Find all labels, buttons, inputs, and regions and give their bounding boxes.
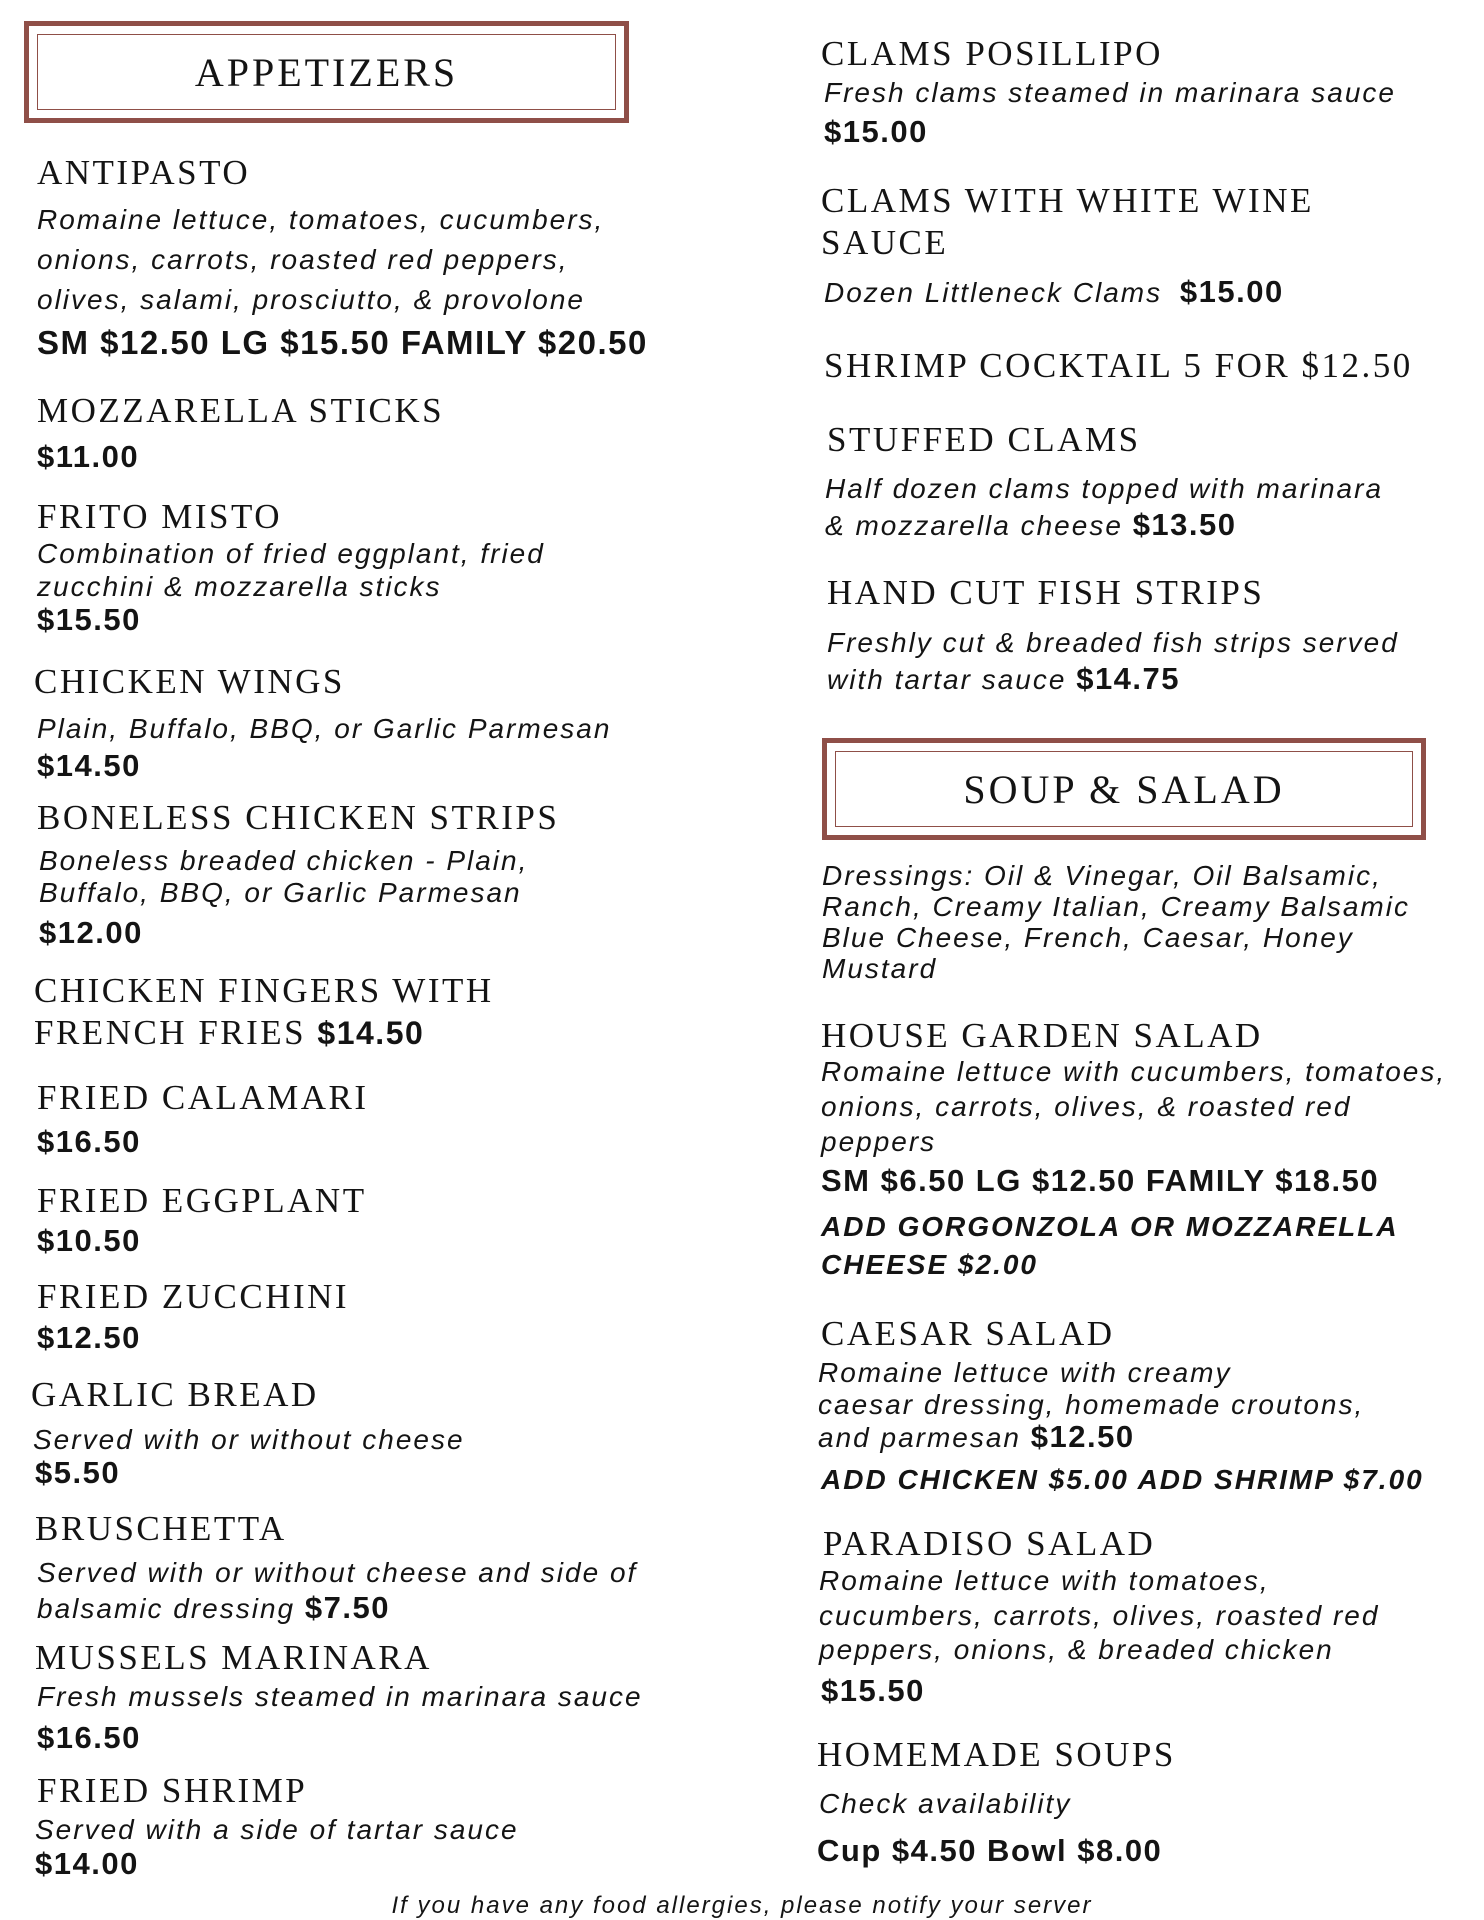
bruschetta-desc-2-text: balsamic dressing (37, 1593, 296, 1624)
paradiso-name: PARADISO SALAD (823, 1524, 1156, 1563)
antipasto-desc-1: Romaine lettuce, tomatoes, cucumbers, (37, 204, 605, 235)
soups-price: Cup $4.50 Bowl $8.00 (817, 1833, 1163, 1868)
fried-shrimp-price: $14.00 (35, 1846, 139, 1881)
stuffed-clams-price: $13.50 (1132, 507, 1237, 542)
stuffed-clams-desc-2-text: & mozzarella cheese (825, 510, 1123, 541)
house-garden-desc-3: peppers (821, 1126, 937, 1157)
fish-strips-price: $14.75 (1076, 661, 1181, 696)
paradiso-desc-3: peppers, onions, & breaded chicken (819, 1634, 1334, 1665)
boneless-strips-price: $12.00 (39, 915, 143, 950)
stuffed-clams-desc-2 (825, 507, 1237, 543)
caesar-desc-1: Romaine lettuce with creamy (818, 1357, 1232, 1388)
caesar-name: CAESAR SALAD (821, 1314, 1115, 1353)
fish-strips-desc-2-text: with tartar sauce (827, 664, 1067, 695)
frito-misto-name: FRITO MISTO (37, 497, 283, 536)
fried-eggplant-name: FRIED EGGPLANT (37, 1181, 367, 1220)
chicken-fingers-name-2 (34, 1012, 424, 1054)
bruschetta-name: BRUSCHETTA (35, 1509, 287, 1548)
stuffed-clams-name: STUFFED CLAMS (827, 420, 1141, 459)
fish-strips-desc-1: Freshly cut & breaded fish strips served (827, 627, 1399, 658)
caesar-desc-2: caesar dressing, homemade croutons, (818, 1389, 1365, 1420)
dressings-line-2: Ranch, Creamy Italian, Creamy Balsamic (822, 891, 1410, 922)
clams-white-wine-desc (824, 274, 1284, 310)
stuffed-clams-desc-1: Half dozen clams topped with marinara (825, 473, 1384, 504)
clams-posillipo-price: $15.00 (824, 114, 928, 149)
caesar-addon: ADD CHICKEN $5.00 ADD SHRIMP $7.00 (821, 1464, 1424, 1495)
mussels-marinara-desc: Fresh mussels steamed in marinara sauce (37, 1681, 643, 1712)
soup-salad-title: SOUP & SALAD (963, 766, 1285, 812)
mussels-marinara-price: $16.50 (37, 1720, 141, 1755)
fish-strips-name: HAND CUT FISH STRIPS (827, 573, 1265, 612)
bruschetta-price: $7.50 (304, 1590, 390, 1625)
clams-white-wine-name-2: SAUCE (821, 223, 949, 262)
house-garden-addon-2: CHEESE $2.00 (821, 1249, 1038, 1280)
house-garden-addon-1: ADD GORGONZOLA OR MOZZARELLA (821, 1211, 1399, 1242)
antipasto-desc-2: onions, carrots, roasted red peppers, (37, 244, 569, 275)
fried-eggplant-price: $10.50 (37, 1223, 141, 1258)
frito-misto-desc-1: Combination of fried eggplant, fried (37, 538, 545, 569)
antipasto-price: SM $12.50 LG $15.50 FAMILY $20.50 (37, 324, 648, 361)
caesar-desc-3-text: and parmesan (818, 1422, 1022, 1453)
chicken-fingers-name-2-text: FRENCH FRIES (34, 1013, 307, 1052)
chicken-fingers-name-1: CHICKEN FINGERS WITH (34, 971, 494, 1010)
house-garden-name: HOUSE GARDEN SALAD (821, 1016, 1263, 1055)
caesar-desc-3 (818, 1419, 1135, 1455)
house-garden-desc-2: onions, carrots, olives, & roasted red (821, 1091, 1352, 1122)
frito-misto-desc-2: zucchini & mozzarella sticks (37, 571, 442, 602)
fried-shrimp-name: FRIED SHRIMP (37, 1771, 308, 1810)
bruschetta-desc-1: Served with or without cheese and side of (37, 1557, 638, 1588)
fried-zucchini-price: $12.50 (37, 1320, 141, 1355)
garlic-bread-name: GARLIC BREAD (31, 1375, 319, 1414)
boneless-strips-name: BONELESS CHICKEN STRIPS (37, 798, 560, 837)
antipasto-name: ANTIPASTO (37, 153, 251, 192)
antipasto-desc-3: olives, salami, prosciutto, & provolone (37, 284, 585, 315)
appetizers-header (24, 21, 629, 123)
boneless-strips-desc-1: Boneless breaded chicken - Plain, (39, 845, 529, 876)
house-garden-price: SM $6.50 LG $12.50 FAMILY $18.50 (821, 1163, 1380, 1198)
soups-name: HOMEMADE SOUPS (817, 1735, 1176, 1774)
mozzarella-sticks-name: MOZZARELLA STICKS (37, 391, 445, 430)
dressings-line-3: Blue Cheese, French, Caesar, Honey (822, 922, 1354, 953)
fried-shrimp-desc: Served with a side of tartar sauce (35, 1814, 519, 1845)
fried-calamari-name: FRIED CALAMARI (37, 1078, 369, 1117)
house-garden-desc-1: Romaine lettuce with cucumbers, tomatoes, (821, 1056, 1447, 1087)
clams-posillipo-name: CLAMS POSILLIPO (821, 34, 1163, 73)
clams-white-wine-desc-text: Dozen Littleneck Clams (824, 277, 1163, 308)
chicken-fingers-price: $14.50 (317, 1015, 425, 1051)
boneless-strips-desc-2: Buffalo, BBQ, or Garlic Parmesan (39, 877, 522, 908)
dressings-line-1: Dressings: Oil & Vinegar, Oil Balsamic, (822, 860, 1382, 891)
dressings-line-4: Mustard (822, 953, 938, 984)
caesar-price: $12.50 (1030, 1419, 1135, 1454)
paradiso-desc-1: Romaine lettuce with tomatoes, (819, 1565, 1270, 1596)
chicken-wings-name: CHICKEN WINGS (34, 662, 345, 701)
shrimp-cocktail-name: SHRIMP COCKTAIL 5 FOR $12.50 (824, 346, 1413, 385)
mozzarella-sticks-price: $11.00 (37, 439, 140, 474)
frito-misto-price: $15.50 (37, 602, 141, 637)
allergy-notice: If you have any food allergies, please notify your server (391, 1892, 1093, 1919)
paradiso-desc-2: cucumbers, carrots, olives, roasted red (819, 1600, 1380, 1631)
bruschetta-desc-2 (37, 1590, 390, 1626)
fried-zucchini-name: FRIED ZUCCHINI (37, 1277, 350, 1316)
chicken-wings-price: $14.50 (37, 748, 141, 783)
chicken-wings-desc: Plain, Buffalo, BBQ, or Garlic Parmesan (37, 713, 612, 744)
fish-strips-desc-2 (827, 661, 1180, 697)
mussels-marinara-name: MUSSELS MARINARA (35, 1638, 432, 1677)
appetizers-title: APPETIZERS (194, 49, 459, 95)
fried-calamari-price: $16.50 (37, 1124, 141, 1159)
soup-salad-header (822, 738, 1426, 840)
clams-posillipo-desc: Fresh clams steamed in marinara sauce (824, 77, 1396, 108)
paradiso-price: $15.50 (821, 1673, 925, 1708)
garlic-bread-desc: Served with or without cheese (33, 1424, 465, 1455)
clams-white-wine-price: $15.00 (1179, 274, 1284, 309)
clams-white-wine-name-1: CLAMS WITH WHITE WINE (821, 181, 1314, 220)
garlic-bread-price: $5.50 (35, 1455, 121, 1490)
soups-desc: Check availability (819, 1788, 1072, 1819)
